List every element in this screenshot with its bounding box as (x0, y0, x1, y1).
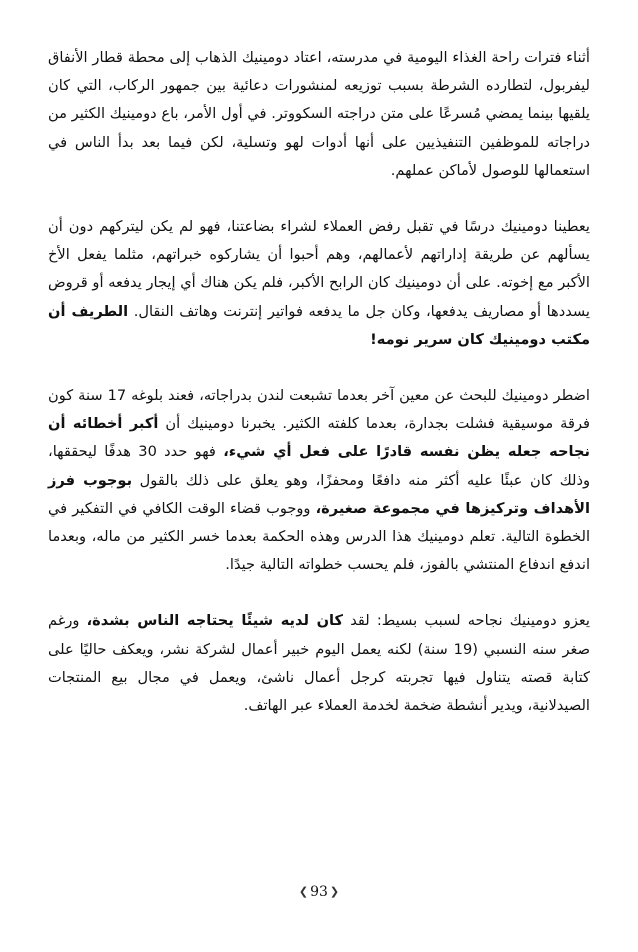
paragraph-2 (48, 213, 590, 354)
paragraph-3-text-b: فهو حدد 30 هدفًا ليحققها، وذلك كان عبئًا عليه أكثر منه دافعًا ومحفزًا، وهو يعلق على ذلك بالقول (48, 443, 590, 489)
paragraph-1-text: أثناء فترات راحة الغذاء اليومية في مدرسته، اعتاد دومينيك الذهاب إلى محطة قطار الأنفاق ليفربول، لتطارده الشرطة بسبب توزيعه لمنشورات دعائية بين جمهور الركاب، التي كان يلقيها بينما يمضي مُسرعًا على متن دراجته السكووتر. في أول الأمر، باع دومينيك الكثير من دراجاته للموظفين التنفيذيين على أنها أدوات لهو وتسلية، لكن فيما بعد بدأ الناس في استعمالها للوصول لأماكن عملهم. (48, 49, 590, 179)
paragraph-3 (48, 382, 590, 579)
paragraph-3-text-a: اضطر دومينيك للبحث عن معين آخر بعدما تشبعت لندن بدراجاته، فعند بلوغه 17 سنة كون فرقة موسيقية فشلت بجدارة، بعدما كلفته الكثير. يخبرنا دومينيك أن (48, 387, 590, 433)
page-body (48, 44, 590, 720)
paragraph-3-emphasis-b: بوجوب فرز الأهداف وتركيزها في مجموعة صغيرة، (48, 471, 591, 517)
paragraph-3-emphasis-a: أكبر أخطائه أن نجاحه جعله يظن نفسه قادرًا على فعل أي شيء، (48, 415, 590, 461)
paragraph-4-text-a: يعزو دومينيك نجاحه لسبب بسيط: لقد (343, 612, 590, 630)
page-number-footer (0, 884, 638, 900)
paragraph-4-emphasis: كان لديه شيئًا يحتاجه الناس بشدة، (86, 612, 344, 630)
page-number: 93 (310, 884, 328, 900)
paragraph-3-text-c: ووجوب قضاء الوقت الكافي في التفكير في الخطوة التالية. تعلم دومينيك هذا الدرس وهذه الحكمة بعدما خسر الكثير من ماله، وبعدما اندفع اندفاع المنتشي بالفوز، فلم يحسب خطواته التالية جيدًا. (48, 499, 590, 574)
paragraph-1 (48, 44, 590, 185)
left-ornament-icon: ❮ (298, 885, 309, 898)
paragraph-4 (48, 607, 590, 720)
paragraph-4-text-b: ورغم صغر سنه النسبي (19 سنة) لكنه يعمل اليوم خبير أعمال لشركة نشر، ويعكف حاليًا على كتابة قصته يتناول فيها تجربته كرجل أعمال ناشئ، ويعمل في مجال بيع المنتجات الصيدلانية، ويدير أنشطة ضخمة لخدمة العملاء عبر الهاتف. (48, 612, 590, 715)
paragraph-2-text: يعطينا دومينيك درسًا في تقبل رفض العملاء لشراء بضاعتنا، فهو لم يكن ليتركهم دون أن يسألهم عن طريقة إداراتهم لأعمالهم، وهم أحبوا أن يشاركوه خبراتهم، مثلما يفعل الأخ الأكبر مع إخوته. على أن دومينيك كان الرابح الأكبر، فلم يكن هناك أي إيجار يدفعه أو قروض يسددها أو مصاريف يدفعها، وكان جل ما يدفعه فواتير إنترنت وهاتف النقال. (48, 218, 590, 320)
paragraph-2-emphasis: الطريف أن مكتب دومينيك كان سرير نومه! (48, 302, 590, 348)
right-ornament-icon: ❯ (329, 885, 340, 898)
